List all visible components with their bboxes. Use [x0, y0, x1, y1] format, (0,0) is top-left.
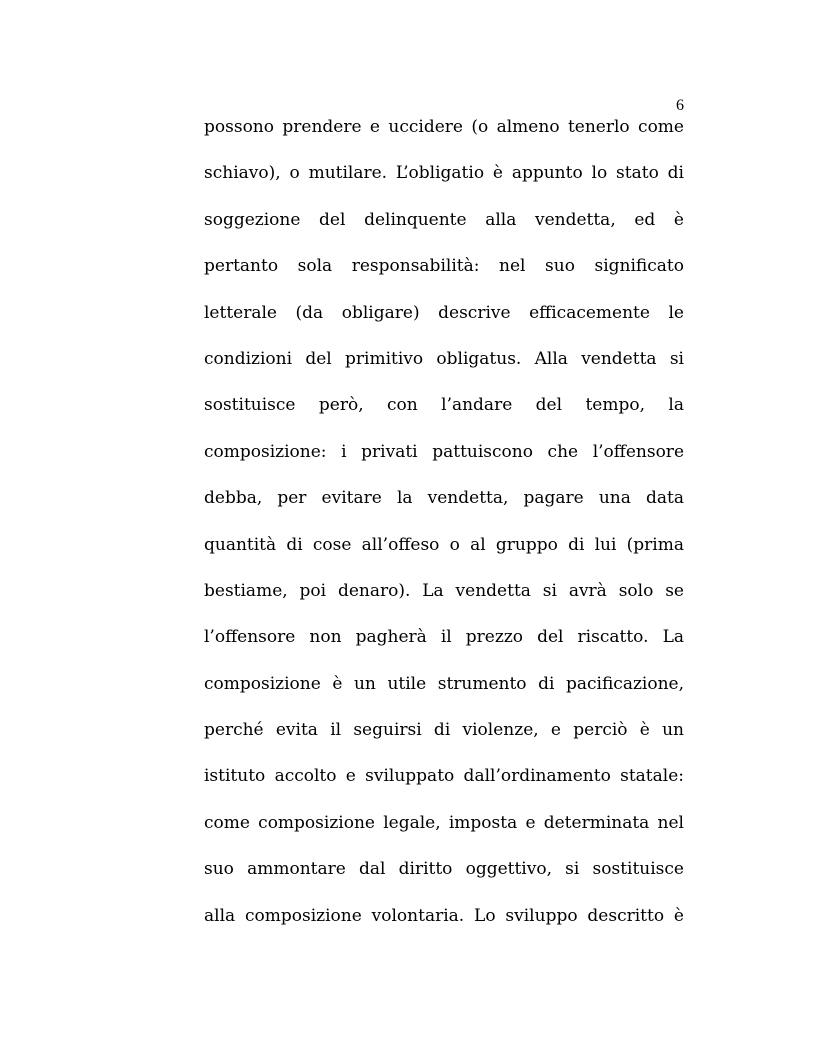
text-line: come composizione legale, imposta e determinata nel	[204, 812, 684, 833]
text-line: pertanto sola responsabilità: nel suo significato	[204, 256, 684, 277]
text-line: possono prendere e uccidere (o almeno tenerlo come	[204, 117, 684, 137]
text-line: alla composizione volontaria. Lo sviluppo descritto è	[204, 905, 684, 926]
text-line: letterale (da obligare) descrive efficacemente le	[204, 302, 684, 323]
text-line: l’offensore non pagherà il prezzo del riscatto. La	[204, 627, 684, 648]
text-line: sostituisce però, con l’andare del tempo, la	[204, 395, 684, 416]
text-line: schiavo), o mutilare. L’obligatio è appunto lo stato di	[204, 163, 684, 184]
text-line: composizione è un utile strumento di pacificazione,	[204, 673, 684, 694]
text-line: debba, per evitare la vendetta, pagare una data	[204, 488, 684, 509]
text-line: soggezione del delinquente alla vendetta, ed è	[204, 209, 684, 230]
text-line: bestiame, poi denaro). La vendetta si avrà solo se	[204, 580, 684, 601]
body-text	[204, 114, 684, 949]
text-line: suo ammontare dal diritto oggettivo, si sostituisce	[204, 859, 684, 880]
text-line: istituto accolto e sviluppato dall’ordinamento statale:	[204, 766, 684, 787]
page-number: 6	[676, 97, 684, 114]
text-line: quantità di cose all’offeso o al gruppo di lui (prima	[204, 534, 684, 555]
text-line: condizioni del primitivo obligatus. Alla vendetta si	[204, 348, 684, 369]
text-line: perché evita il seguirsi di violenze, e perciò è un	[204, 720, 684, 741]
text-line: composizione: i privati pattuiscono che l’offensore	[204, 441, 684, 462]
